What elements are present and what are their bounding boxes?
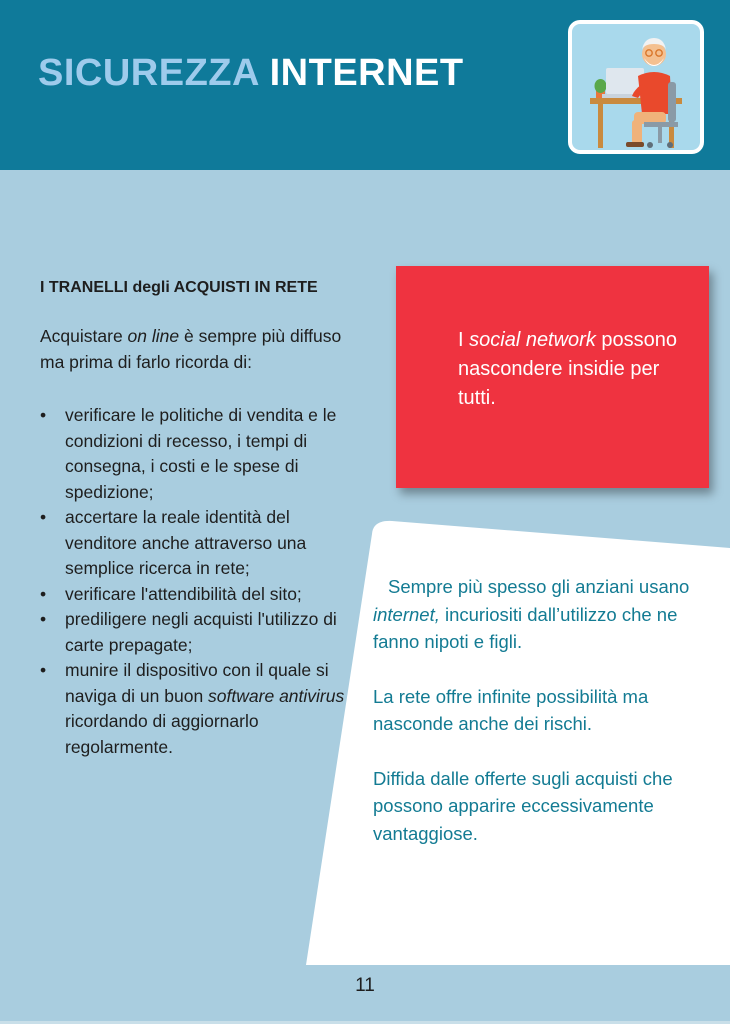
info-panel-text xyxy=(373,573,723,874)
intro-text-start: Acquistare xyxy=(40,326,128,346)
intro-text-end: è sempre più diffuso ma prima di farlo ricorda di: xyxy=(40,326,342,372)
intro-text-emphasis: on line xyxy=(127,326,180,346)
list-item-text-start: munire il dispositivo con il quale si naviga di un buon xyxy=(65,660,329,706)
list-item: • prediligere negli acquisti l'utilizzo di carte prepagate; xyxy=(40,607,360,658)
title-word-sicurezza: SICUREZZA xyxy=(38,52,259,94)
list-item-text-end: ricordando di aggiornarlo regolarmente. xyxy=(65,711,259,757)
list-item-emphasis-antivirus: antivirus xyxy=(279,685,345,706)
info-emphasis-internet: internet, xyxy=(373,603,440,625)
list-item: • accertare la reale identità del venditore anche attraverso una semplice ricerca in rete; xyxy=(40,505,360,582)
list-item: • verificare l'attendibilità del sito; xyxy=(40,582,360,608)
title-word-internet: INTERNET xyxy=(269,52,464,94)
info-paragraph-3: Diffida dalle offerte sugli acquisti che possono apparire eccessivamente vantaggiose. xyxy=(373,767,673,844)
info-paragraph-2: La rete offre infinite possibilità ma nasconde anche dei rischi. xyxy=(373,685,649,734)
callout-emphasis: social network xyxy=(469,329,596,351)
info-paragraph-1: Sempre più spesso gli anziani usano internet, incuriositi dall’utilizzo che ne fanno nipoti e figli. xyxy=(373,576,690,652)
section-heading: I TRANELLI degli ACQUISTI IN RETE xyxy=(40,279,318,296)
callout-text: I social network possono nascondere insidie per tutti. xyxy=(458,329,678,409)
list-item: • verificare le politiche di vendita e le condizioni di recesso, i tempi di consegna, i costi e le spese di spedizione; xyxy=(40,403,360,505)
list-item-emphasis-software: software xyxy=(208,685,275,706)
page-number: 11 xyxy=(355,975,375,996)
